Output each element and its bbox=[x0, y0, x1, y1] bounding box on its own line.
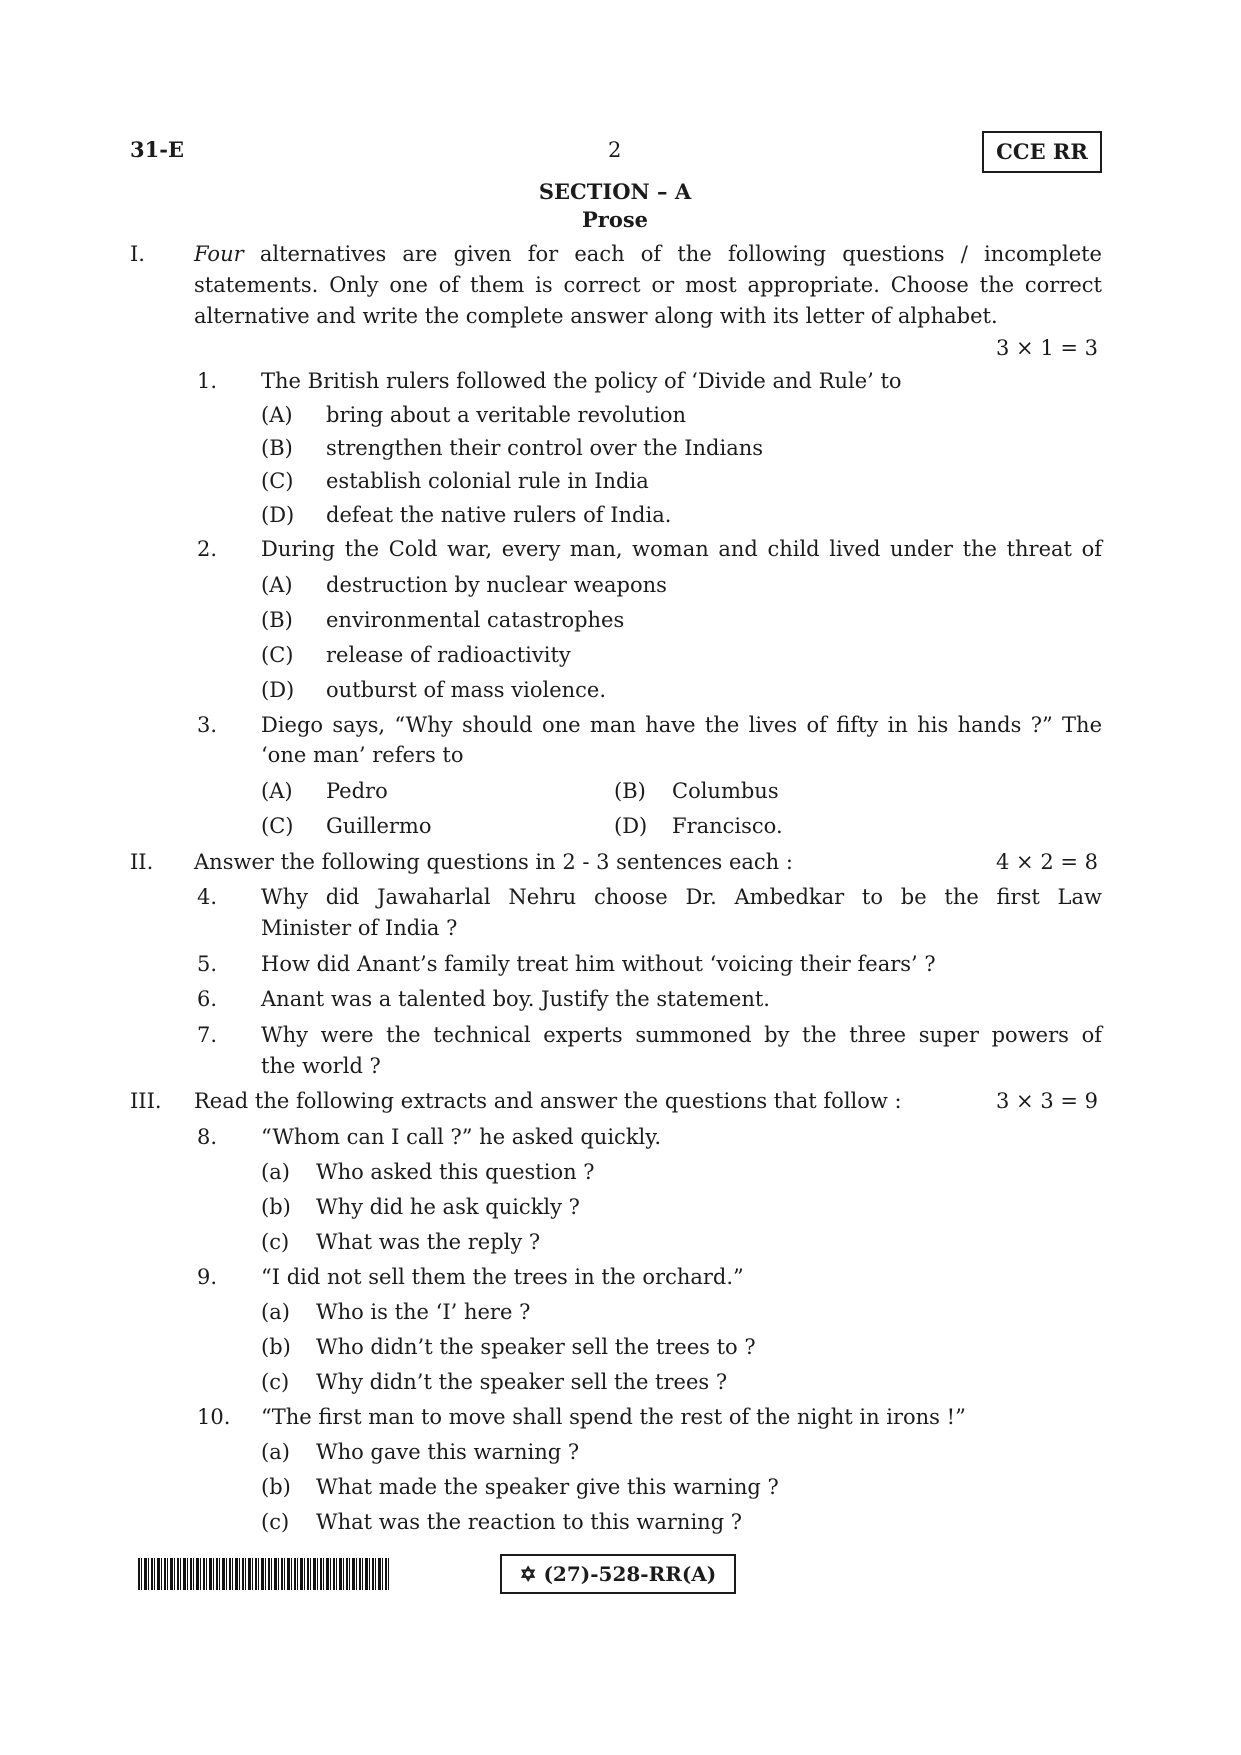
part-2-number: II. bbox=[130, 850, 154, 874]
question-4-text-line-1: Why did Jawaharlal Nehru choose Dr. Ambedkar to be the first Law bbox=[261, 885, 1102, 909]
question-2-option-text: outburst of mass violence. bbox=[326, 678, 607, 702]
question-9-sub-letter: (a) bbox=[261, 1300, 290, 1324]
question-1-option-letter: (B) bbox=[261, 436, 293, 460]
question-1-option-letter: (D) bbox=[261, 503, 295, 527]
question-7-number: 7. bbox=[197, 1023, 218, 1047]
section-title: SECTION – A bbox=[538, 179, 692, 204]
question-2-option-text: release of radioactivity bbox=[326, 643, 571, 667]
question-10-sub-text: What made the speaker give this warning ? bbox=[316, 1475, 779, 1499]
question-8-sub-text: Who asked this question ? bbox=[316, 1160, 595, 1184]
cce-rr-badge: CCE RR bbox=[982, 131, 1102, 173]
part-1-instruction-line-1 bbox=[194, 240, 1102, 268]
question-5-text: How did Anant’s family treat him without ‘voicing their fears’ ? bbox=[261, 952, 936, 976]
question-10-sub-text: What was the reaction to this warning ? bbox=[316, 1510, 743, 1534]
question-9-sub-text: Who didn’t the speaker sell the trees to ? bbox=[316, 1335, 756, 1359]
question-9-number: 9. bbox=[197, 1265, 218, 1289]
question-3-text-line-1: Diego says, “Why should one man have the lives of fifty in his hands ?” The bbox=[261, 713, 1102, 737]
part-1-instruction-line-1-rest: alternatives are given for each of the following questions / incomplete bbox=[259, 242, 1102, 266]
question-8-sub-text: What was the reply ? bbox=[316, 1230, 541, 1254]
question-8-text: “Whom can I call ?” he asked quickly. bbox=[261, 1125, 662, 1149]
question-2-option-text: destruction by nuclear weapons bbox=[326, 573, 667, 597]
question-2-option-letter: (A) bbox=[261, 573, 293, 597]
question-2-number: 2. bbox=[197, 537, 218, 561]
part-3-number: III. bbox=[130, 1089, 162, 1113]
part-2-instruction: Answer the following questions in 2 - 3 sentences each : bbox=[194, 850, 793, 874]
question-1-option-letter: (A) bbox=[261, 403, 293, 427]
question-8-sub-letter: (a) bbox=[261, 1160, 290, 1184]
question-3-option-letter: (D) bbox=[614, 814, 648, 838]
question-3-option-letter: (C) bbox=[261, 814, 294, 838]
paper-code: 31-E bbox=[130, 137, 184, 162]
footer-code-box bbox=[500, 1554, 736, 1594]
question-1-number: 1. bbox=[197, 369, 218, 393]
question-9-sub-text: Why didn’t the speaker sell the trees ? bbox=[316, 1370, 728, 1394]
part-1-instruction-line-3: alternative and write the complete answer along with its letter of alphabet. bbox=[194, 304, 998, 328]
question-10-sub-letter: (b) bbox=[261, 1475, 291, 1499]
question-2-option-letter: (B) bbox=[261, 608, 293, 632]
section-subtitle: Prose bbox=[581, 207, 649, 232]
question-8-number: 8. bbox=[197, 1125, 218, 1149]
question-3-text-line-2: ‘one man’ refers to bbox=[261, 743, 464, 767]
question-5-number: 5. bbox=[197, 952, 218, 976]
question-3-number: 3. bbox=[197, 713, 218, 737]
question-2-option-text: environmental catastrophes bbox=[326, 608, 625, 632]
question-10-text: “The first man to move shall spend the rest of the night in irons !” bbox=[261, 1405, 966, 1429]
question-10-sub-text: Who gave this warning ? bbox=[316, 1440, 580, 1464]
part-2-marks: 4 × 2 = 8 bbox=[996, 850, 1098, 874]
question-1-option-text: strengthen their control over the Indians bbox=[326, 436, 764, 460]
part-1-instruction-italic: Four bbox=[194, 242, 244, 266]
question-2-option-letter: (D) bbox=[261, 678, 295, 702]
question-9-text: “I did not sell them the trees in the orchard.” bbox=[261, 1265, 744, 1289]
question-3-option-letter: (A) bbox=[261, 779, 293, 803]
question-9-sub-text: Who is the ‘I’ here ? bbox=[316, 1300, 531, 1324]
question-3-option-text: Guillermo bbox=[326, 814, 432, 838]
question-7-text-line-1: Why were the technical experts summoned by the three super powers of bbox=[261, 1023, 1102, 1047]
question-10-sub-letter: (a) bbox=[261, 1440, 290, 1464]
part-1-instruction-line-2: statements. Only one of them is correct or most appropriate. Choose the correct bbox=[194, 273, 1102, 297]
question-2-text: During the Cold war, every man, woman and child lived under the threat of bbox=[261, 537, 1102, 561]
question-10-number: 10. bbox=[197, 1405, 231, 1429]
part-3-instruction: Read the following extracts and answer the questions that follow : bbox=[194, 1089, 902, 1113]
question-1-option-letter: (C) bbox=[261, 469, 294, 493]
part-3-marks: 3 × 3 = 9 bbox=[996, 1089, 1098, 1113]
question-1-option-text: bring about a veritable revolution bbox=[326, 403, 687, 427]
part-1-number: I. bbox=[130, 242, 145, 266]
question-4-number: 4. bbox=[197, 885, 218, 909]
barcode bbox=[138, 1558, 390, 1590]
question-9-sub-letter: (c) bbox=[261, 1370, 290, 1394]
question-3-option-text: Columbus bbox=[672, 779, 779, 803]
question-3-option-text: Pedro bbox=[326, 779, 388, 803]
question-1-option-text: defeat the native rulers of India. bbox=[326, 503, 672, 527]
question-10-sub-letter: (c) bbox=[261, 1510, 290, 1534]
question-3-option-letter: (B) bbox=[614, 779, 646, 803]
question-3-option-text: Francisco. bbox=[672, 814, 783, 838]
footer-code: (27)-528-RR(A) bbox=[543, 1562, 717, 1586]
question-8-sub-text: Why did he ask quickly ? bbox=[316, 1195, 580, 1219]
question-8-sub-letter: (b) bbox=[261, 1195, 291, 1219]
question-6-text: Anant was a talented boy. Justify the statement. bbox=[261, 987, 770, 1011]
question-4-text-line-2: Minister of India ? bbox=[261, 916, 458, 940]
star-of-david-icon: ✡ bbox=[519, 1562, 537, 1586]
question-1-option-text: establish colonial rule in India bbox=[326, 469, 649, 493]
question-6-number: 6. bbox=[197, 987, 218, 1011]
question-2-option-letter: (C) bbox=[261, 643, 294, 667]
part-1-marks: 3 × 1 = 3 bbox=[996, 336, 1098, 360]
question-9-sub-letter: (b) bbox=[261, 1335, 291, 1359]
question-7-text-line-2: the world ? bbox=[261, 1054, 381, 1078]
page-number: 2 bbox=[608, 138, 622, 162]
question-8-sub-letter: (c) bbox=[261, 1230, 290, 1254]
question-1-text: The British rulers followed the policy of ‘Divide and Rule’ to bbox=[261, 369, 902, 393]
